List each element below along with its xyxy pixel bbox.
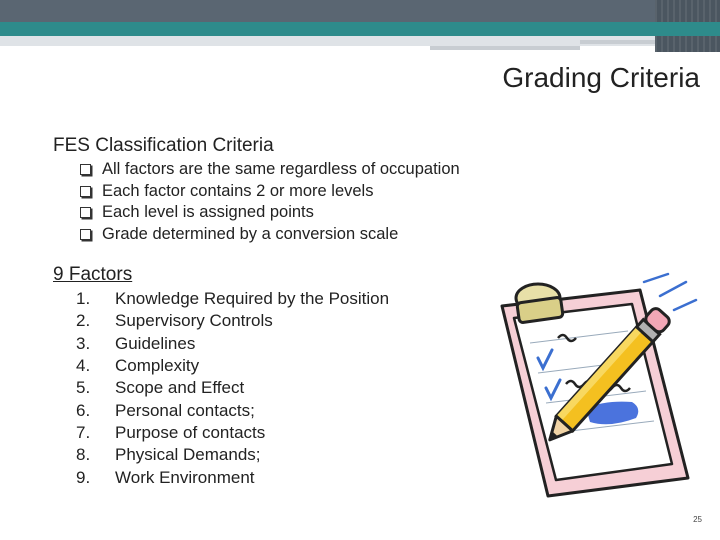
item-number: 9.	[76, 467, 91, 487]
list-item	[76, 355, 389, 377]
list-item	[76, 466, 389, 488]
page-number: 25	[693, 515, 702, 524]
clipboard-pencil-clipart	[490, 268, 700, 500]
item-text: Supervisory Controls	[115, 311, 273, 331]
top-light-band	[0, 36, 655, 46]
checkbox-bullet-icon	[80, 186, 91, 197]
item-text: Personal contacts;	[115, 400, 255, 420]
list-item	[80, 159, 460, 181]
list-item	[76, 333, 389, 355]
list-item	[76, 444, 389, 466]
list-item	[80, 224, 460, 246]
list-item	[76, 310, 389, 332]
bullet-text: All factors are the same regardless of occupation	[102, 160, 460, 179]
item-number: 5.	[76, 378, 91, 398]
checkbox-bullet-icon	[80, 164, 91, 175]
item-number: 7.	[76, 422, 91, 442]
bullet-text: Each level is assigned points	[102, 203, 314, 222]
item-text: Purpose of contacts	[115, 422, 266, 442]
bullet-text: Grade determined by a conversion scale	[102, 224, 399, 243]
checkbox-bullet-icon	[80, 207, 91, 218]
slide-title: Grading Criteria	[502, 62, 700, 93]
list-item	[76, 399, 389, 421]
top-light-accent-right	[580, 40, 655, 44]
list-item	[76, 422, 389, 444]
item-number: 2.	[76, 311, 91, 331]
item-number: 8.	[76, 445, 91, 465]
top-light-accent	[430, 46, 580, 50]
top-teal-band	[0, 22, 720, 36]
item-text: Work Environment	[115, 467, 255, 487]
item-number: 6.	[76, 400, 91, 420]
top-dark-band	[0, 0, 720, 22]
fes-bullet-list	[80, 159, 460, 245]
item-number: 3.	[76, 333, 91, 353]
list-item	[76, 377, 389, 399]
item-text: Physical Demands;	[115, 445, 261, 465]
section-heading-fes: FES Classification Criteria	[53, 135, 274, 156]
item-text: Knowledge Required by the Position	[115, 289, 390, 309]
section-heading-factors: 9 Factors	[53, 264, 133, 285]
checkbox-bullet-icon	[80, 229, 91, 240]
item-text: Complexity	[115, 356, 200, 376]
item-text: Guidelines	[115, 333, 196, 353]
item-number: 1.	[76, 289, 91, 309]
list-item	[80, 181, 460, 203]
bullet-text: Each factor contains 2 or more levels	[102, 181, 374, 200]
item-text: Scope and Effect	[115, 378, 245, 398]
item-number: 4.	[76, 356, 91, 376]
factors-list	[76, 288, 389, 489]
list-item	[76, 288, 389, 310]
list-item	[80, 202, 460, 224]
